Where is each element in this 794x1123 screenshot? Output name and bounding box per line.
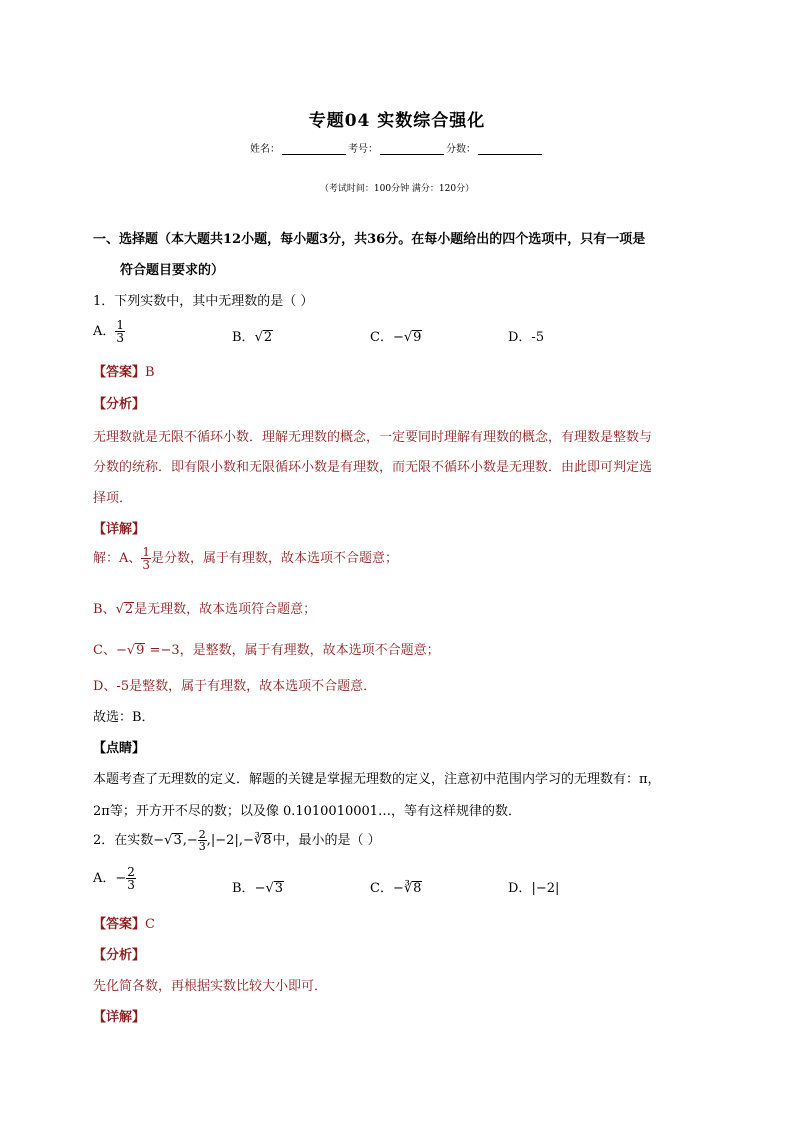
page-title: 专题04 实数综合强化	[308, 111, 486, 131]
q1-comment-label: 【点睛】	[93, 741, 146, 756]
q1-option-a: A． $\frac{1}{3}$	[93, 318, 125, 345]
q1-comment-line1: 本题考查了无理数的定义．解题的关键是掌握无理数的定义，注意初中范围内学习的无理数有：π，	[93, 772, 661, 787]
name-blank	[282, 143, 346, 155]
section-heading-line1: 一、选择题（本大题共12小题，每小题3分，共36分。在每小题给出的四个选项中，只有一项是	[93, 232, 646, 247]
student-info-line	[0, 140, 794, 155]
q2-option-d: D．|−2|	[508, 881, 560, 896]
question-2-stem: 2．在实数−√3,− $\frac{2}{3}$ ,|−2|,−∛8中，最小的是（ ）	[93, 828, 381, 853]
q1-option-b: B．√2	[232, 330, 273, 345]
score-blank	[478, 143, 542, 155]
q2-analysis-label: 【分析】	[93, 948, 146, 963]
q2-analysis-line1: 先化简各数，再根据实数比较大小即可．	[93, 979, 328, 994]
exam-no-label: 考号：	[348, 144, 378, 155]
q1-answer: 【答案】B	[93, 365, 155, 380]
q1-analysis-line3: 择项．	[93, 491, 133, 506]
q1-analysis-line1: 无理数就是无限不循环小数．理解无理数的概念，一定要同时理解有理数的概念，有理数是整数与	[93, 430, 653, 445]
section-heading-line2: 符合题目要求的）	[120, 263, 225, 278]
exam-info: （考试时间：100分钟 满分：120分）	[319, 184, 475, 194]
q2-detail-label: 【详解】	[93, 1010, 146, 1025]
q2-answer: 【答案】C	[93, 917, 155, 932]
score-label: 分数：	[446, 144, 476, 155]
name-label: 姓名：	[250, 144, 280, 155]
q1-choose: 故选：B．	[93, 710, 155, 725]
q1-detail-a: 解：A、 $\frac{1}{3}$ 是分数，属于有理数，故本选项不合题意；	[93, 545, 399, 572]
q2-option-b: B．−√3	[232, 881, 284, 896]
q2-option-a: A．− $\frac{2}{3}$	[93, 865, 135, 892]
q1-analysis-line2: 分数的统称．即有限小数和无限循环小数是有理数，而无限不循环小数是无理数．由此即可判定选	[93, 460, 653, 475]
q1-comment-line2: 2π等；开方开不尽的数；以及像 0.1010010001…，等有这样规律的数．	[93, 804, 522, 819]
q1-option-c: C．−√9	[370, 330, 422, 345]
q1-analysis-label: 【分析】	[93, 397, 146, 412]
q1-detail-d: D、-5是整数，属于有理数，故本选项不合题意．	[93, 679, 377, 694]
question-1-stem: 1．下列实数中，其中无理数的是（ ）	[93, 294, 314, 309]
q2-option-c: C．−∛8	[370, 881, 422, 896]
q1-detail-label: 【详解】	[93, 522, 146, 537]
fraction-one-third: $\frac{1}{3}$	[116, 318, 125, 345]
q1-detail-c: C、−√9 =−3，是整数，属于有理数，故本选项不合题意；	[93, 643, 440, 658]
q1-detail-b: B、√2是无理数，故本选项符合题意；	[93, 602, 317, 617]
q1-option-d: D．-5	[508, 330, 545, 345]
exam-no-blank	[380, 143, 444, 155]
